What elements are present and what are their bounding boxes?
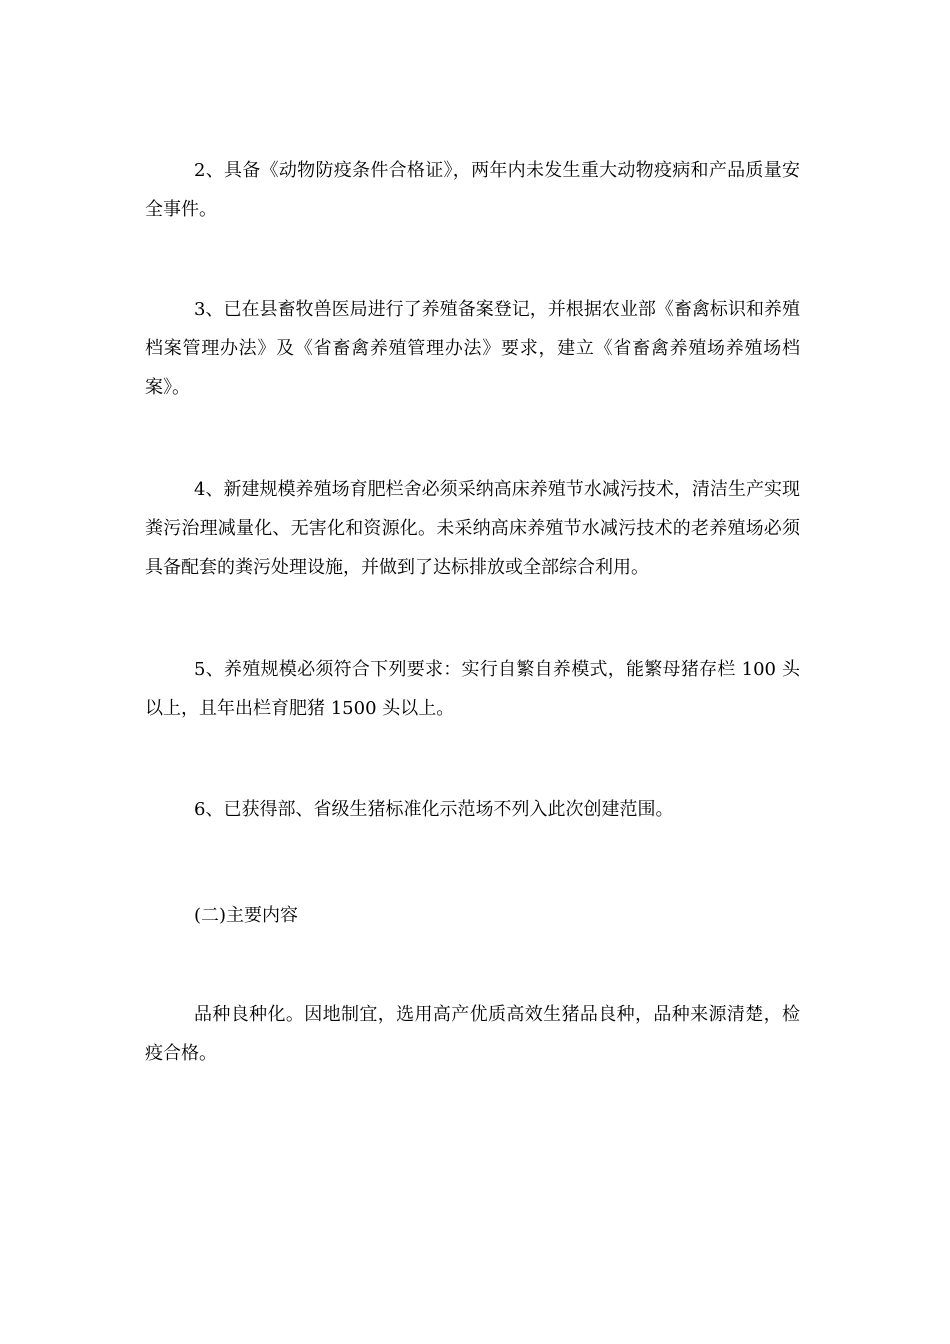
section-heading-main-content: (二)主要内容 — [194, 905, 299, 926]
paragraph-requirement-3: 3、已在县畜牧兽医局进行了养殖备案登记，并根据农业部《畜禽标识和养殖档案管理办法》及《省畜禽养殖管理办法》要求，建立《省畜禽养殖场养殖场档案》。 — [145, 299, 800, 398]
paragraph-breed-improvement: 品种良种化。因地制宜，选用高产优质高效生猪品良种，品种来源清楚，检疫合格。 — [145, 1004, 800, 1064]
paragraph-requirement-2: 2、具备《动物防疫条件合格证》，两年内未发生重大动物疫病和产品质量安全事件。 — [145, 160, 800, 220]
paragraph-requirement-6: 6、已获得部、省级生猪标准化示范场不列入此次创建范围。 — [194, 799, 674, 820]
paragraph-requirement-5: 5、养殖规模必须符合下列要求：实行自繁自养模式，能繁母猪存栏 100 头以上，且年出栏育肥猪 1500 头以上。 — [145, 659, 800, 719]
paragraph-requirement-4: 4、新建规模养殖场育肥栏舍必须采纳高床养殖节水减污技术，清洁生产实现粪污治理减量化、无害化和资源化。未采纳高床养殖节水减污技术的老养殖场必须具备配套的粪污处理设施，并做到了达标排放或全部综合利用。 — [145, 479, 800, 578]
